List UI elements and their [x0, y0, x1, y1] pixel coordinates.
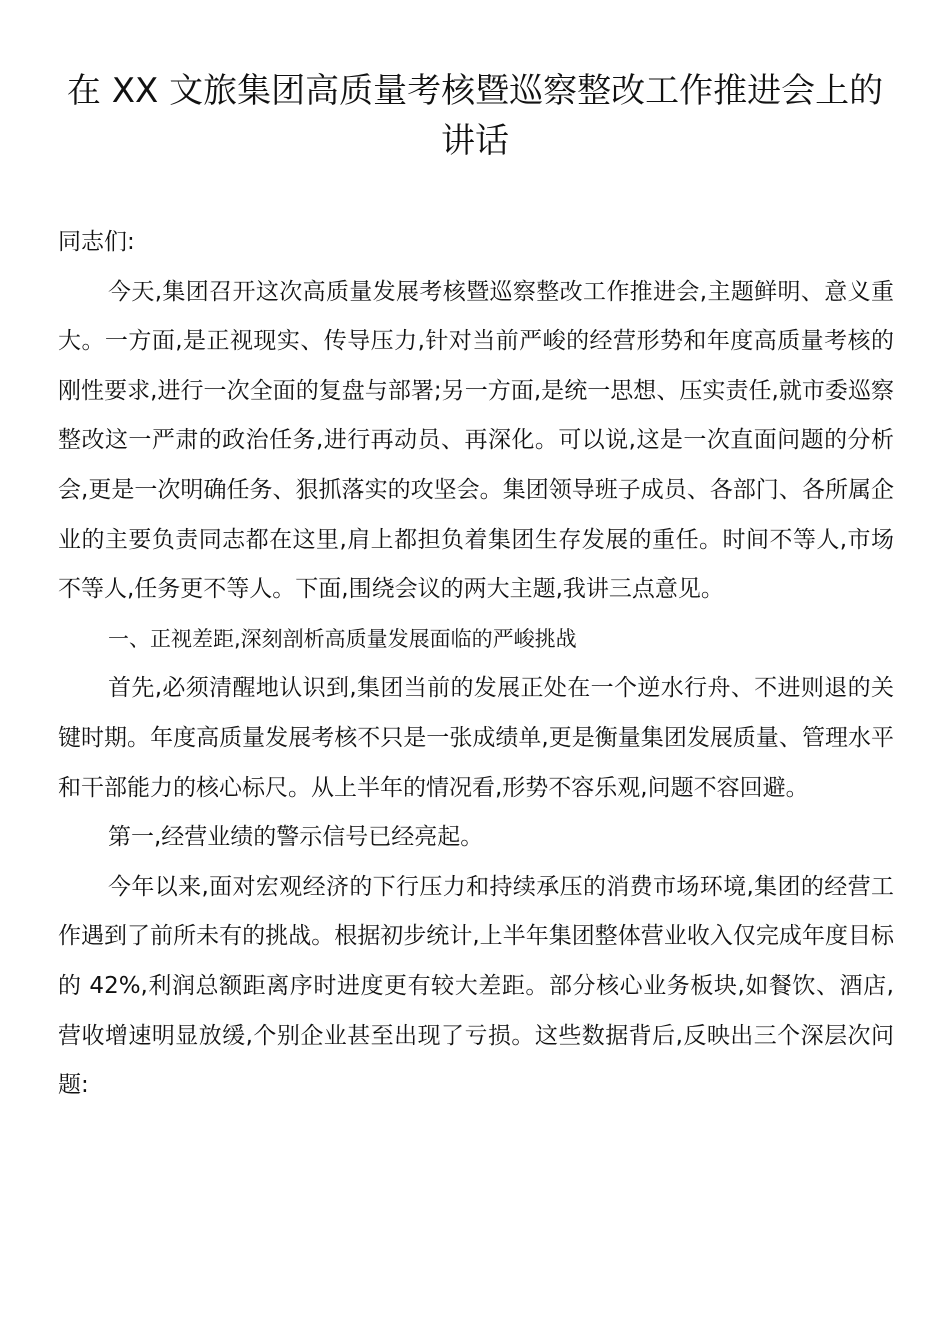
document-title: [40, 66, 910, 166]
title-line-1: 在 XX 文旅集团高质量考核暨巡察整改工作推进会上的: [66, 71, 884, 111]
salutation: 同志们:: [58, 229, 135, 255]
paragraph-opening: 今天,集团召开这次高质量发展考核暨巡察整改工作推进会,主题鲜明、意义重大。一方面,是正视现实、传导压力,针对当前严峻的经营形势和年度高质量考核的刚性要求,进行一次全面的复盘与部署;另一方面,是统一思想、压实责任,就市委巡察整改这一严肃的政治任务,进行再动员、再深化。可以说,这是一次直面问题的分析会,更是一次明确任务、狠抓落实的攻坚会。集团领导班子成员、各部门、各所属企业的主要负责同志都在这里,肩上都担负着集团生存发展的重任。时间不等人,市场不等人,任务更不等人。下面,围绕会议的两大主题,我讲三点意见。: [58, 278, 894, 603]
document-body: [58, 218, 894, 1111]
paragraph-first: 首先,必须清醒地认识到,集团当前的发展正处在一个逆水行舟、不进则退的关键时期。年度高质量发展考核不只是一张成绩单,更是衡量集团发展质量、管理水平和干部能力的核心标尺。从上半年的情况看,形势不容乐观,问题不容回避。: [58, 675, 894, 801]
subheading-first: 第一,经营业绩的警示信号已经亮起。: [108, 824, 484, 851]
section-heading-1: 一、正视差距,深刻剖析高质量发展面临的严峻挑战: [108, 626, 577, 651]
title-line-2: 讲话: [441, 121, 509, 161]
paragraph-performance: 今年以来,面对宏观经济的下行压力和持续承压的消费市场环境,集团的经营工作遇到了前所未有的挑战。根据初步统计,上半年集团整体营业收入仅完成年度目标的 42%,利润总额距离序时进度更有较大差距。部分核心业务板块,如餐饮、酒店,营收增速明显放缓,个别企业甚至出现了亏损。这些数据背后,反映出三个深层次问题:: [58, 873, 894, 1099]
